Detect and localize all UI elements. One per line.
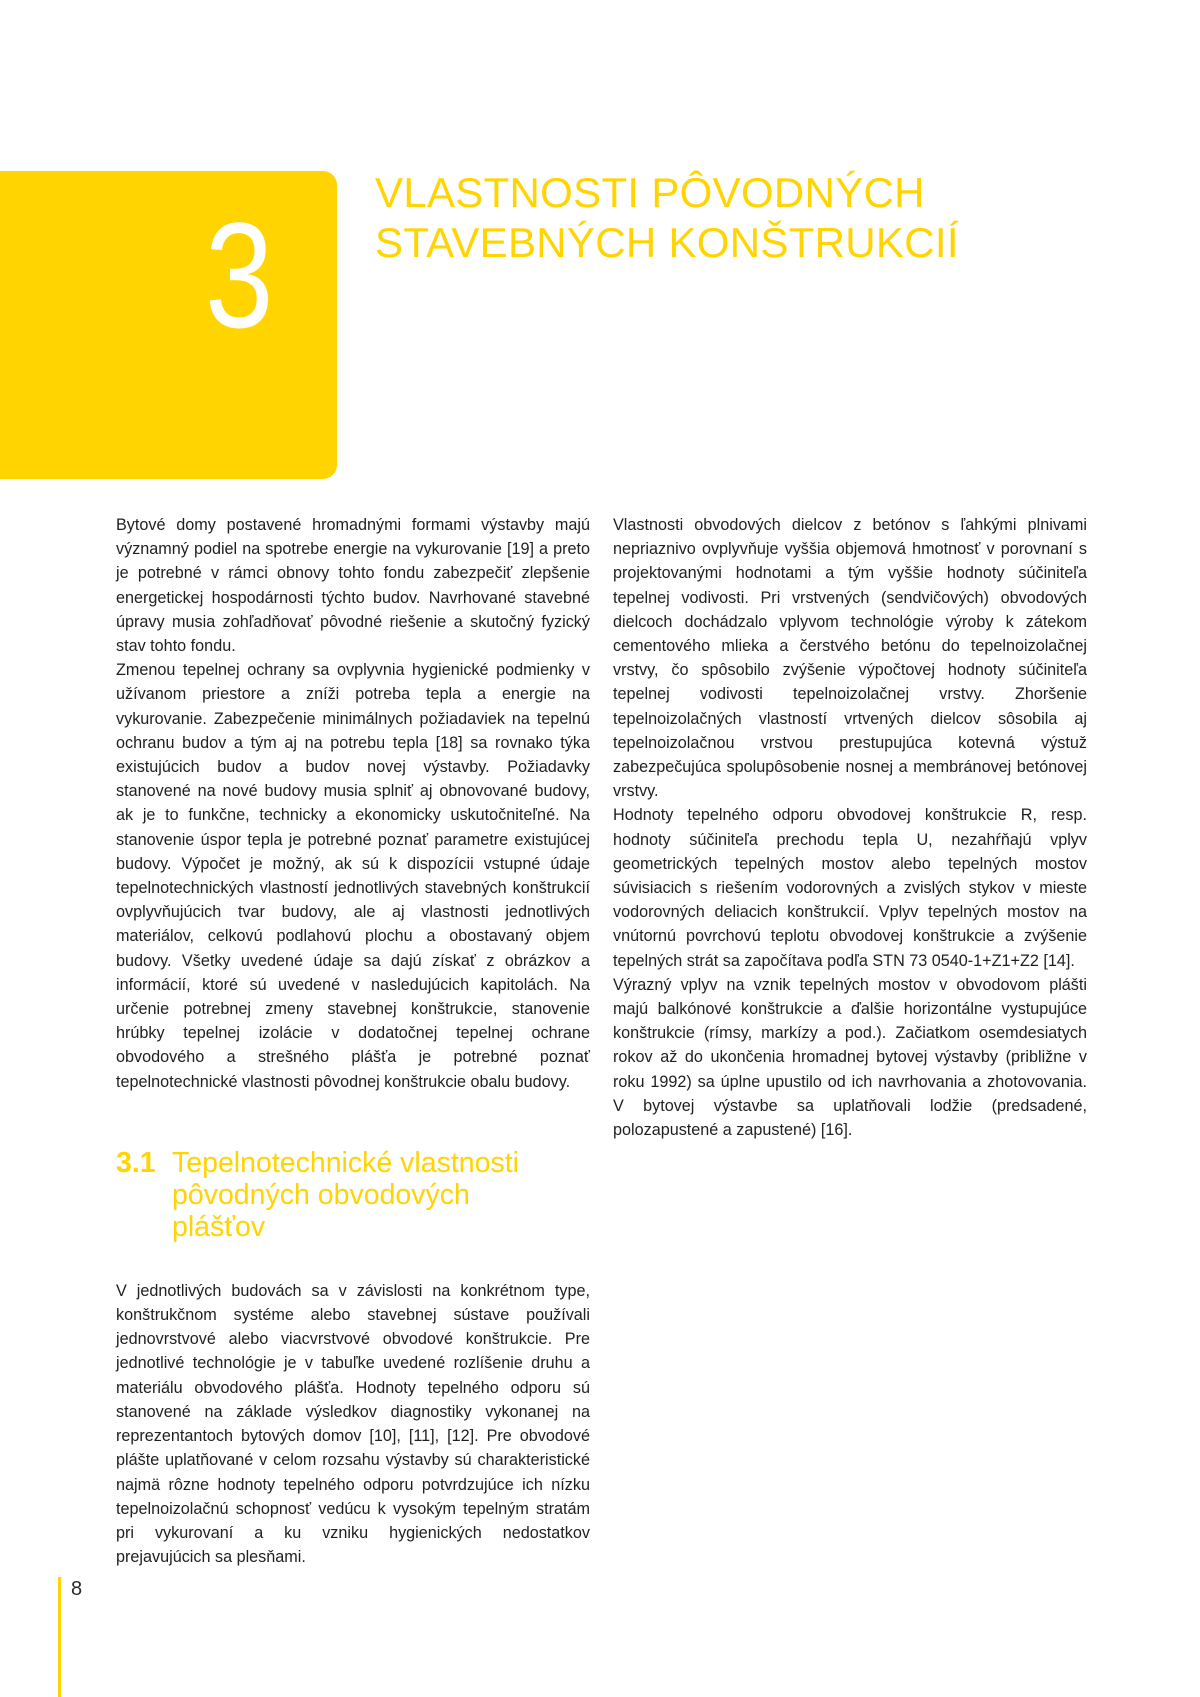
section-title — [172, 1147, 519, 1243]
paragraph: Výrazný vplyv na vznik tepelných mostov v obvodovom plášti majú balkónové konštrukcie a ďalšie horizontálne vystupujúce konštrukcie (rímsy, markízy a pod.). Začiatkom osemdesiatych rokov až do ukončenia hromadnej bytovej výstavby (približne v roku 1992) sa úplne upustilo od ich navrhovania a zhotovovania. V bytovej výstavbe sa uplatňovali lodžie (predsadené, polozapustené a zapustené) [16]. — [613, 975, 1087, 1140]
paragraph: Zmenou tepelnej ochrany sa ovplyvnia hygienické podmienky v užívanom priestore a zníži potreba tepla a energie na vykurovanie. Zabezpečenie minimálnych požiadaviek na tepelnú ochranu budov a tým aj na potrebu tepla [18] sa rovnako týka existujúcich budov a budov novej výstavby. Požiadavky stanovené na nové budovy musia splniť aj obnovované budovy, ak je to funkčne, technicky a ekonomicky uskutočniteľné. Na stanovenie úspor tepla je potrebné poznať parametre existujúcej budovy. Výpočet je možný, ak sú k dispozícii vstupné údaje tepelnotechnických vlastností jednotlivých stavebných konštrukcií ovplyvňujúcich tvar budovy, ale aj vlastnosti jednotlivých materiálov, celkovú podlahovú plochu a obostavaný objem budovy. Všetky uvedené údaje sa dajú získať z obrázkov a informácií, ktoré sú uvedené v nasledujúcich kapitolách. Na určenie potrebnej zmeny stavebnej konštrukcie, stanovenie hrúbky tepelnej izolácie v dodatočnej tepelnej ochrane obvodového a strešného plášťa je potrebné poznať tepelnotechnické vlastnosti pôvodnej konštrukcie obalu budovy. — [116, 661, 590, 1091]
section-title-line: pôvodných obvodových — [172, 1178, 470, 1211]
section-number: 3.1 — [116, 1146, 156, 1179]
section-title-line: Tepelnotechnické vlastnosti — [172, 1146, 519, 1179]
chapter-title-line: VLASTNOSTI PÔVODNÝCH — [375, 169, 925, 216]
left-column — [116, 513, 590, 1569]
right-column — [613, 513, 1087, 1142]
section-title-line: plášťov — [172, 1210, 266, 1243]
section-heading — [116, 1147, 590, 1243]
chapter-number-box — [0, 171, 337, 479]
paragraph: Vlastnosti obvodových dielcov z betónov s ľahkými plnivami nepriaznivo ovplyvňuje vyššia objemová hmotnosť v porovnaní s projektovanými hodnotami a tým vyššie hodnoty súčiniteľa tepelnej vodivosti. Pri vrstvených (sendvičových) obvodových dielcoch dochádzalo vplyvom technológie výroby k zátekom cementového mlieka a čerstvého betónu do tepelnoizolačnej vrstvy, čo spôsobilo zvýšenie výpočtovej hodnoty súčiniteľa tepelnej vodivosti tepelnoizolačnej vrstvy. Zhoršenie tepelnoizolačných vlastností vrtvených dielcov sôsobila aj tepelnoizolačnou vrstvou prestupujúca kotevná výstuž zabezpečujúca spolupôsobenie nosnej a membránovej betónovej vrstvy. — [613, 516, 1087, 801]
chapter-title-line: STAVEBNÝCH KONŠTRUKCIÍ — [375, 219, 959, 266]
chapter-number: 3 — [205, 191, 271, 359]
page-number-rule — [58, 1577, 61, 1697]
chapter-title — [375, 168, 959, 268]
page-number: 8 — [71, 1578, 83, 1600]
paragraph: V jednotlivých budovách sa v závislosti na konkrétnom type, konštrukčnom systéme alebo stavebnej sústave používali jednovrstvové alebo viacvrstvové obvodové konštrukcie. Pre jednotlivé technológie je v tabuľke uvedené rozlíšenie druhu a materiálu obvodového plášťa. Hodnoty tepelného odporu sú stanovené na základe výsledkov diagnostiky vykonanej na reprezentantoch bytových domov [10], [11], [12]. Pre obvodové plášte uplatňované v celom rozsahu výstavby sú charakteristické najmä rôzne hodnoty tepelného odporu potvrdzujúce ich nízku tepelnoizolačnú schopnosť vedúcu k vysokým tepelným stratám pri vykurovaní a ku vzniku hygienických nedostatkov prejavujúcich sa plesňami. — [116, 1281, 590, 1567]
paragraph: Bytové domy postavené hromadnými formami výstavby majú významný podiel na spotrebe energie na vykurovanie [19] a preto je potrebné v rámci obnovy tohto fondu zabezpečiť zlepšenie energetickej hospodárnosti týchto budov. Navrhované stavebné úpravy musia zohľadňovať pôvodné riešenie a skutočný fyzický stav tohto fondu. — [116, 516, 590, 656]
paragraph: Hodnoty tepelného odporu obvodovej konštrukcie R, resp. hodnoty súčiniteľa prechodu tepla U, nezahŕňajú vplyv geometrických tepelných mostov alebo tepelných mostov súvisiacich s riešením vodorovných a zvislých stykov v mieste vodorovných deliacich konštrukcií. Vplyv tepelných mostov na vnútornú povrchovú teplotu obvodovej konštrukcie a zvýšenie tepelných strát sa započítava podľa STN 73 0540-1+Z1+Z2 [14]. — [613, 806, 1087, 970]
